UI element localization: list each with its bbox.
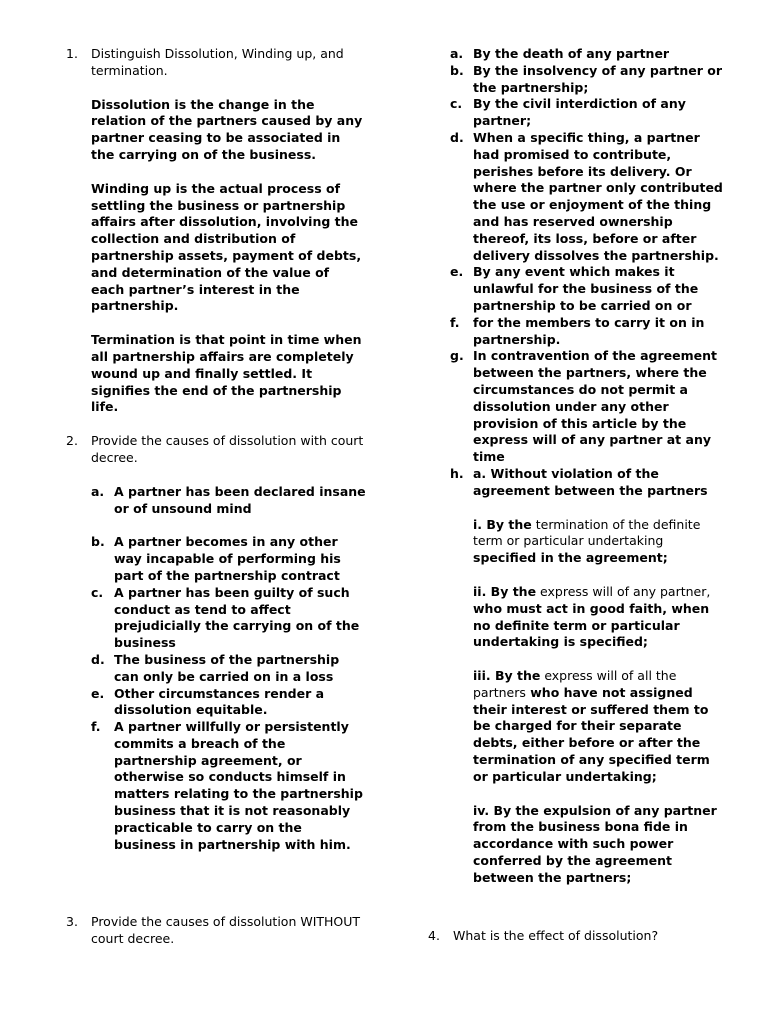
list-marker: h. — [450, 465, 464, 481]
question-text: Distinguish Dissolution, Winding up, and termination. — [91, 46, 344, 78]
sub-item-lead: iii. By the — [473, 668, 541, 684]
list-item — [450, 315, 728, 349]
list-marker: c. — [91, 584, 104, 600]
list-item — [91, 534, 366, 584]
list-item-text: The business of the partnership can only be carried on in a loss — [114, 651, 340, 684]
sub-item-plain: express will of all the partners — [473, 668, 677, 700]
sub-item-iv: iv. By the expulsion of any partner from the business bona fide in accordance with such power conferred by the agreement between the partners; — [473, 802, 717, 885]
list-item-text: By any event which makes it unlawful for the business of the partnership to be carried on or — [473, 264, 699, 313]
list-item — [450, 96, 728, 130]
question-number: 4. — [428, 928, 440, 943]
list-item-text: A partner has been guilty of such conduct as tend to affect prejudicially the carrying on of the business — [114, 584, 360, 651]
question-4 — [428, 928, 753, 945]
list-item-text: A partner has been declared insane or of unsound mind — [114, 483, 366, 516]
question-3 — [66, 914, 391, 948]
list-marker: c. — [450, 96, 463, 112]
list-marker: f. — [91, 719, 101, 735]
sub-item-ii — [473, 584, 728, 651]
left-column — [66, 46, 366, 853]
termination-definition: Termination is that point in time when all partnership affairs are completely wound up and finally settled. It signifies the end of the partnership life. — [91, 332, 362, 415]
list-item-text: Other circumstances render a dissolution equitable. — [114, 685, 325, 718]
list-item — [450, 130, 728, 264]
list-item-text: for the members to carry it on in partnership. — [473, 314, 705, 347]
sub-item-rest: specified in the agreement; — [473, 550, 668, 566]
list-item-text: By the death of any partner — [473, 46, 670, 61]
question-1 — [66, 46, 366, 80]
list-item — [91, 484, 366, 518]
list-marker: d. — [450, 129, 464, 145]
list-item-text: By the civil interdiction of any partner; — [473, 96, 686, 129]
sub-item-iii — [473, 668, 728, 786]
list-item-text: A partner becomes in any other way incapable of performing his part of the partnership contract — [114, 534, 341, 583]
sub-item-plain: express will of any partner, — [536, 583, 711, 599]
list-marker: d. — [91, 651, 105, 667]
right-column — [428, 46, 728, 887]
dissolution-definition: Dissolution is the change in the relation of the partners caused by any partner ceasing to be associated in the carrying on of the business. — [91, 96, 363, 162]
sub-item-lead: ii. By the — [473, 583, 537, 599]
without-court-decree-list — [450, 46, 728, 887]
list-item — [91, 719, 366, 853]
list-marker: a. — [91, 483, 105, 499]
winding-up-definition: Winding up is the actual process of settling the business or partnership affairs after dissolution, involving the collection and distribution of partnership assets, payment of debts, and determination of the value of each partner’s interest in the partnership. — [91, 180, 362, 314]
question-text: What is the effect of dissolution? — [453, 928, 659, 943]
question-text: Provide the causes of dissolution WITHOUT court decree. — [91, 914, 361, 946]
list-marker: g. — [450, 348, 464, 364]
list-item — [450, 46, 728, 63]
list-item — [91, 686, 366, 720]
list-item — [91, 652, 366, 686]
sub-item-i — [473, 517, 728, 567]
sub-item-rest: who have not assigned their interest or suffered them to be charged for their separate debts, either before or after the termination of any specified term or particular undertaking; — [473, 684, 710, 784]
question-number: 2. — [66, 433, 78, 449]
list-item — [450, 348, 728, 466]
question-number: 3. — [66, 914, 78, 929]
list-marker: f. — [450, 314, 460, 330]
question-number: 1. — [66, 46, 78, 61]
list-item-text: By the insolvency of any partner or the partnership; — [473, 62, 723, 95]
court-decree-list — [91, 484, 366, 854]
list-item — [450, 63, 728, 97]
question-2 — [66, 433, 366, 467]
list-marker: e. — [450, 264, 464, 280]
list-marker: a. — [450, 46, 464, 61]
list-item — [450, 264, 728, 314]
list-marker: b. — [450, 62, 464, 78]
list-item-text: When a specific thing, a partner had promised to contribute, perishes before its delivery. Or where the partner only contributed the use or enjoyment of the thing and has reserved ownership thereof, its loss, before or after delivery dissolves the partnership. — [473, 129, 723, 263]
list-item-text: In contravention of the agreement between the partners, where the circumstances do not permit a dissolution under any other provision of this article by the express will of any partner at any time — [473, 348, 717, 465]
list-item — [91, 585, 366, 652]
sub-item-plain: termination of the definite term or particular undertaking — [473, 516, 701, 549]
list-marker: e. — [91, 685, 105, 701]
list-item-text: a. Without violation of the agreement between the partners — [473, 465, 708, 498]
sub-item-lead: i. By the — [473, 516, 532, 532]
list-marker: b. — [91, 534, 105, 550]
question-text: Provide the causes of dissolution with court decree. — [91, 433, 364, 465]
list-item-h — [450, 466, 728, 887]
sub-item-rest: who must act in good faith, when no definite term or particular undertaking is specified; — [473, 600, 710, 650]
list-item-text: A partner willfully or persistently commits a breach of the partnership agreement, or otherwise so conducts himself in matters relating to the partnership business that it is not reasonably practicable to carry on the business in partnership with him. — [114, 719, 363, 852]
